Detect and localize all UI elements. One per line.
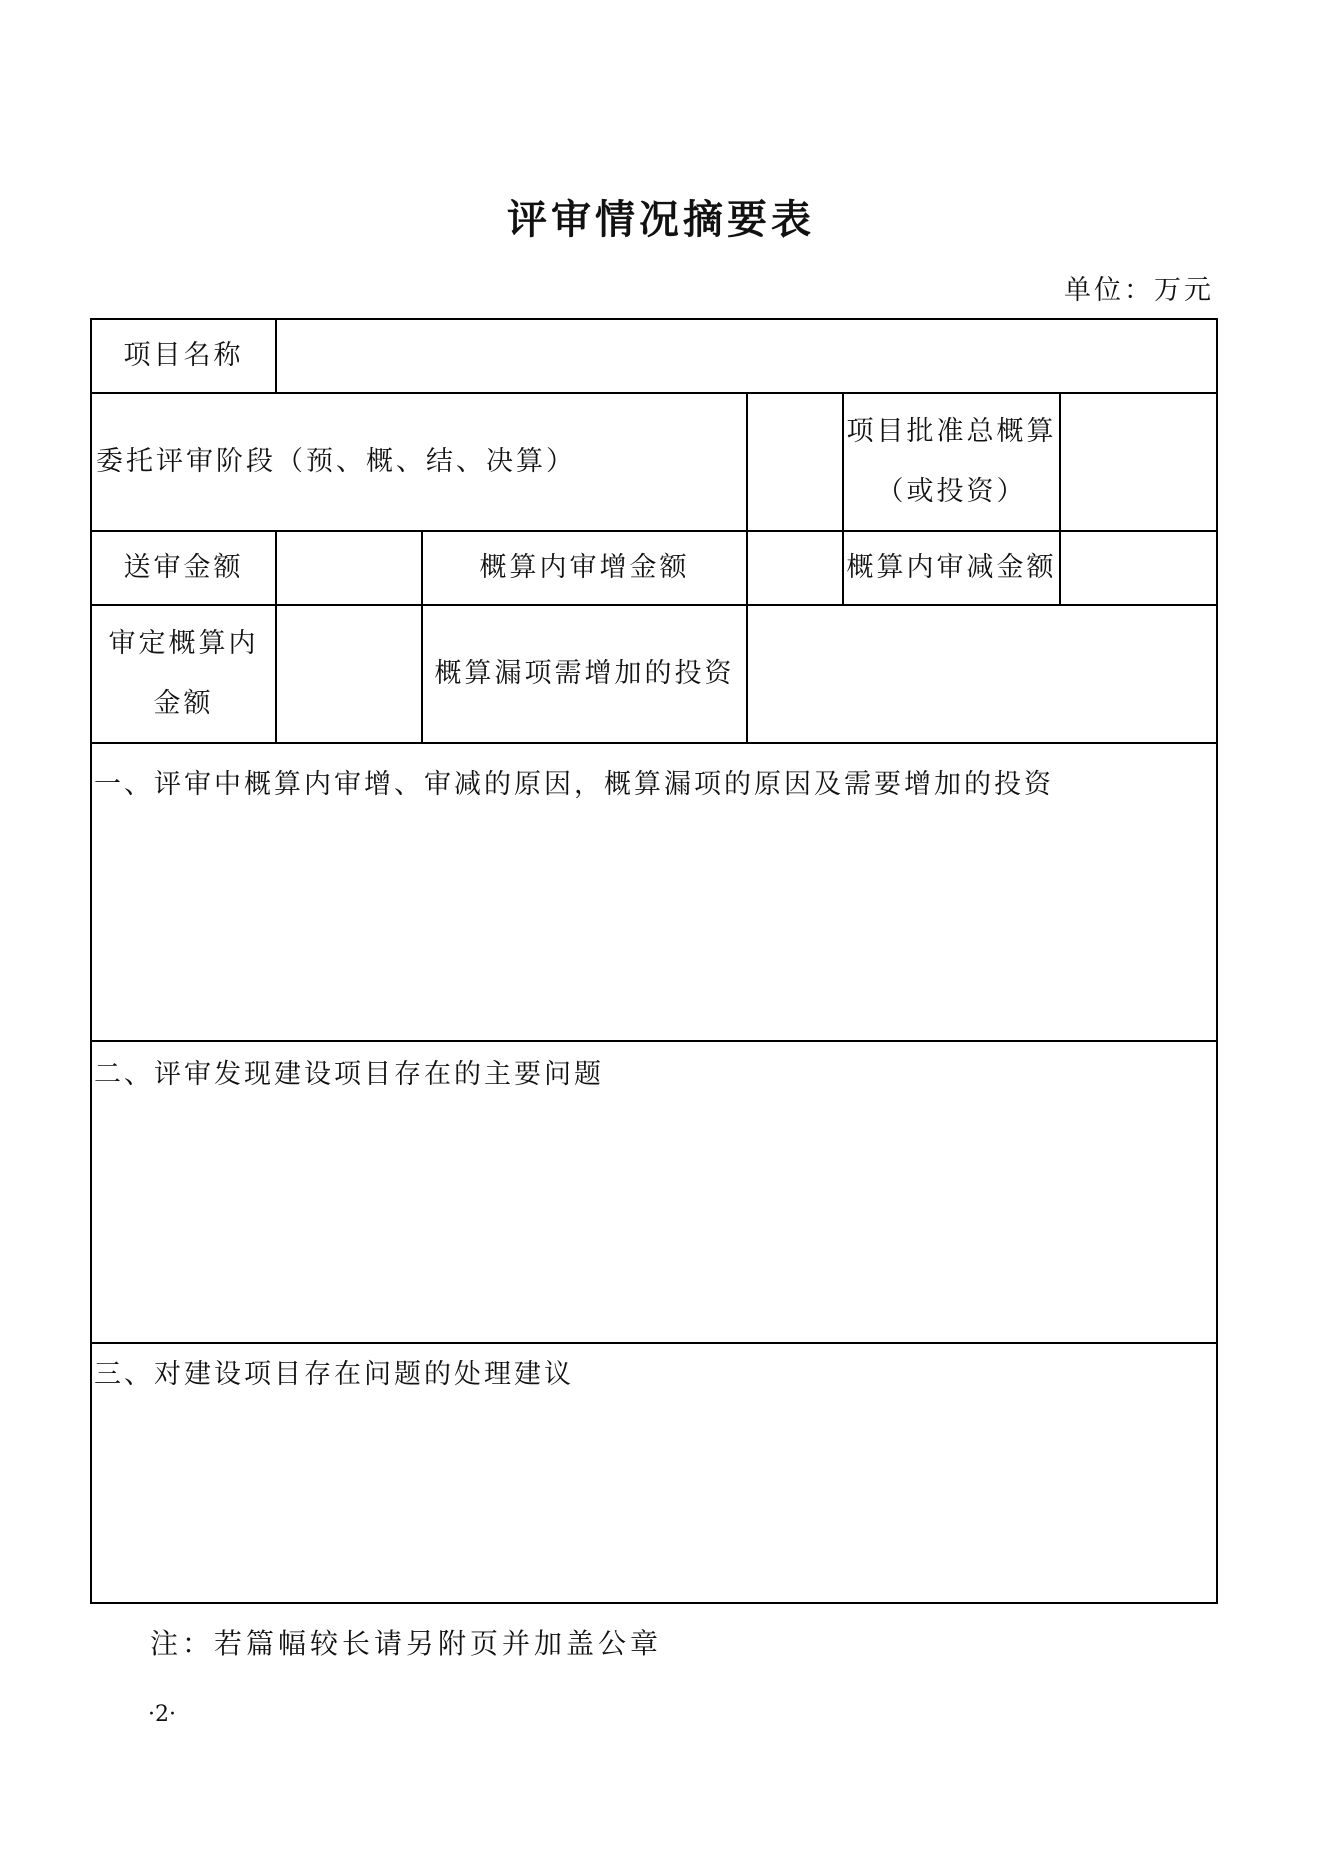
project-name-value[interactable] bbox=[277, 320, 1214, 392]
submitted-amount-label: 送审金额 bbox=[123, 552, 244, 583]
increase-label: 概算内审增金额 bbox=[479, 552, 690, 583]
section-3-content[interactable] bbox=[92, 1392, 1214, 1598]
increase-value[interactable] bbox=[748, 532, 842, 604]
decrease-label: 概算内审减金额 bbox=[846, 552, 1057, 583]
row-divider bbox=[90, 1040, 1216, 1042]
unit-label: 单位：万元 bbox=[1064, 275, 1214, 306]
page-title: 评审情况摘要表 bbox=[507, 196, 815, 243]
omitted-items-label: 概算漏项需增加的投资 bbox=[434, 658, 735, 689]
approved-amount-label-line2: 金额 bbox=[153, 688, 214, 719]
row-divider bbox=[90, 1342, 1216, 1344]
section-2-heading: 二、评审发现建设项目存在的主要问题 bbox=[94, 1059, 604, 1090]
stage-label: 委托评审阶段（预、概、结、决算） bbox=[96, 446, 576, 477]
section-1-heading: 一、评审中概算内审增、审减的原因，概算漏项的原因及需要增加的投资 bbox=[94, 769, 1054, 800]
approved-amount-label-line1: 审定概算内 bbox=[108, 628, 259, 659]
decrease-value[interactable] bbox=[1061, 532, 1214, 604]
page-number: ·2· bbox=[148, 1702, 176, 1727]
footnote: 注：若篇幅较长请另附页并加盖公章 bbox=[150, 1627, 663, 1660]
submitted-amount-value[interactable] bbox=[277, 532, 421, 604]
approved-total-value[interactable] bbox=[1061, 394, 1214, 530]
approved-total-label bbox=[844, 394, 1059, 530]
stage-value[interactable] bbox=[748, 394, 842, 530]
section-3-heading: 三、对建设项目存在问题的处理建议 bbox=[94, 1359, 574, 1390]
approved-total-label-line2: （或投资） bbox=[876, 476, 1027, 507]
row-divider bbox=[90, 742, 1216, 744]
approved-amount-label bbox=[92, 606, 275, 742]
section-2-content[interactable] bbox=[92, 1092, 1214, 1340]
approved-total-label-line1: 项目批准总概算 bbox=[846, 416, 1057, 447]
approved-amount-value[interactable] bbox=[277, 606, 421, 742]
omitted-items-value[interactable] bbox=[748, 606, 1214, 742]
section-1-content[interactable] bbox=[92, 800, 1214, 1038]
project-name-label: 项目名称 bbox=[123, 340, 244, 371]
